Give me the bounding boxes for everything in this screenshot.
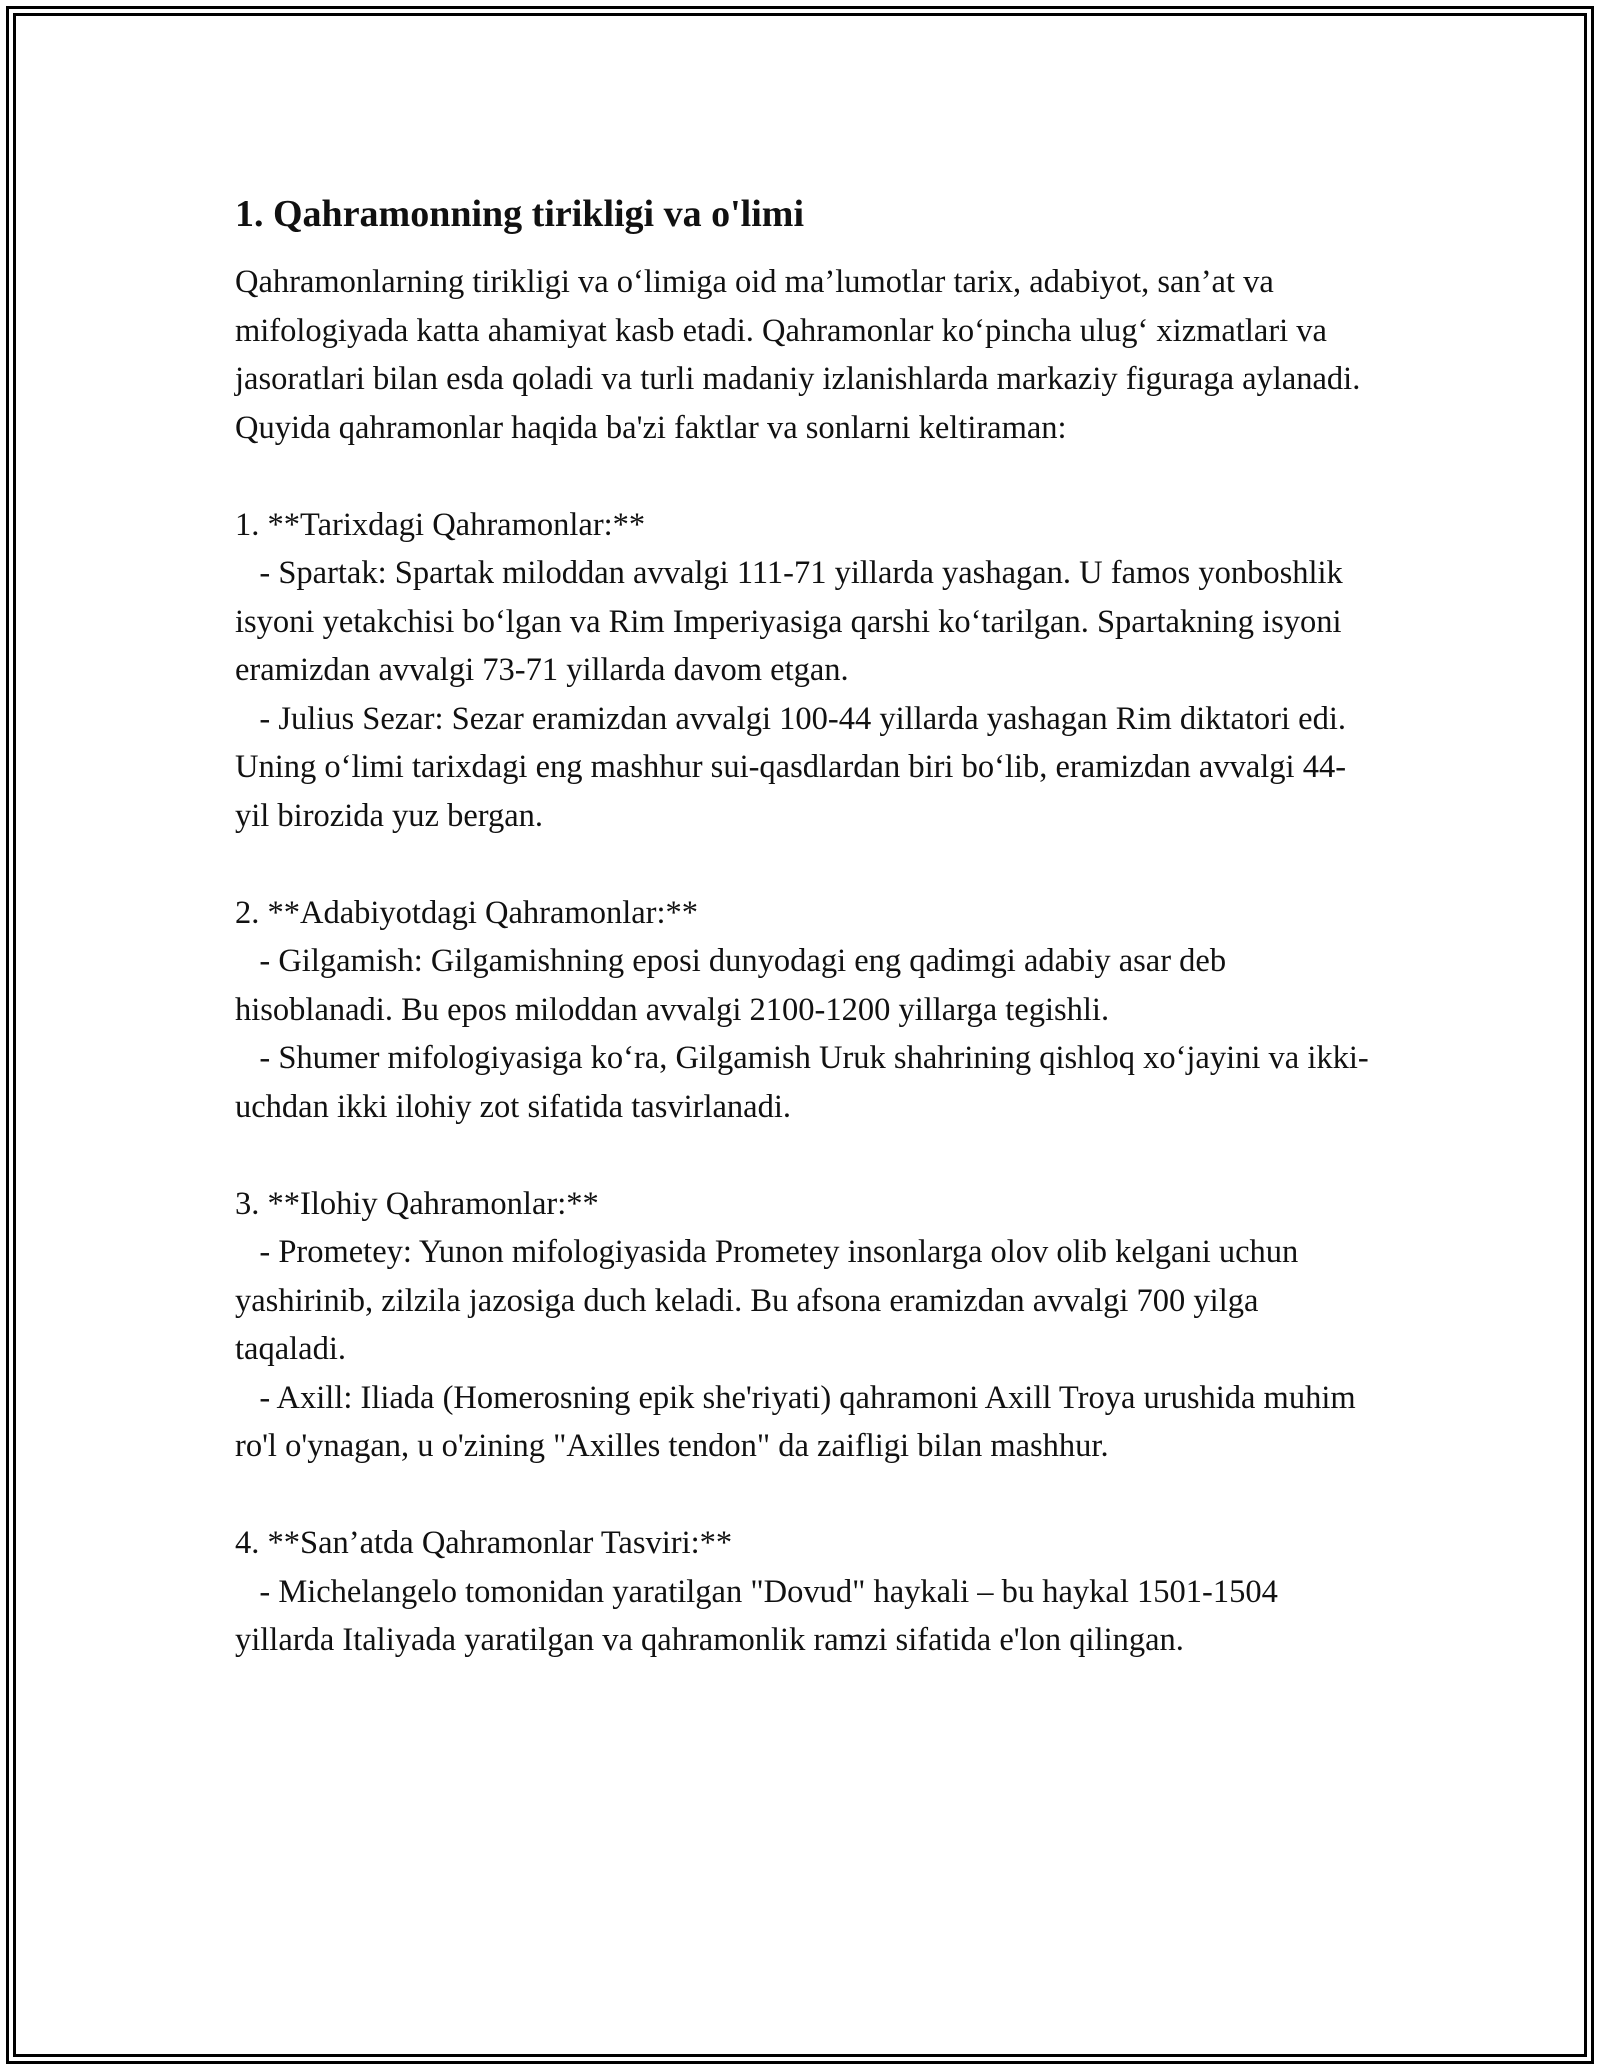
document-content [235, 188, 1375, 1665]
document-title: 1. Qahramonning tirikligi va o'limi [235, 193, 804, 235]
document-body: Qahramonlarning tirikligi va o‘limiga oid ma’lumotlar tarix, adabiyot, san’at va mifologiyada katta ahamiyat kasb etadi. Qahramonlar ko‘pincha ulug‘ xizmatlari va jasoratlari bilan esda qoladi va turli madaniy izlanishlarda markaziy figuraga aylanadi. Quyida qahramonlar haqida ba'zi faktlar va sonlarni keltiraman: 1. **Tarixdagi Qahramonlar:** - Spartak: Spartak miloddan avvalgi 111-71 yillarda yashagan. U famos yonboshlik isyoni yetakchisi bo‘lgan va Rim Imperiyasiga qarshi ko‘tarilgan. Spartakning isyoni eramizdan avvalgi 73-71 yillarda davom etgan. - Julius Sezar: Sezar eramizdan avvalgi 100-44 yillarda yashagan Rim diktatori edi. Uning o‘limi tarixdagi eng mashhur sui-qasdlardan biri bo‘lib, eramizdan avvalgi 44-yil birozida yuz bergan. 2. **Adabiyotdagi Qahramonlar:** - Gilgamish: Gilgamishning eposi dunyodagi eng qadimgi adabiy asar deb hisoblanadi. Bu epos miloddan avvalgi 2100-1200 yillarga tegishli. - Shumer mifologiyasiga ko‘ra, Gilgamish Uruk shahrining qishloq xo‘jayini va ikki-uchdan ikki ilohiy zot sifatida tasvirlanadi. 3. **Ilohiy Qahramonlar:** - Prometey: Yunon mifologiyasida Prometey insonlarga olov olib kelgani uchun yashirinib, zilzila jazosiga duch keladi. Bu afsona eramizdan avvalgi 700 yilga taqaladi. - Axill: Iliada (Homerosning epik she'riyati) qahramoni Axill Troya urushida muhim ro'l o'ynagan, u o'zining "Axilles tendon" da zaifligi bilan mashhur. 4. **San’atda Qahramonlar Tasviri:** - Michelangelo tomonidan yaratilgan "Dovud" haykali – bu haykal 1501-1504 yillarda Italiyada yaratilgan va qahramonlik ramzi sifatida e'lon qilingan. [235, 264, 1369, 1658]
